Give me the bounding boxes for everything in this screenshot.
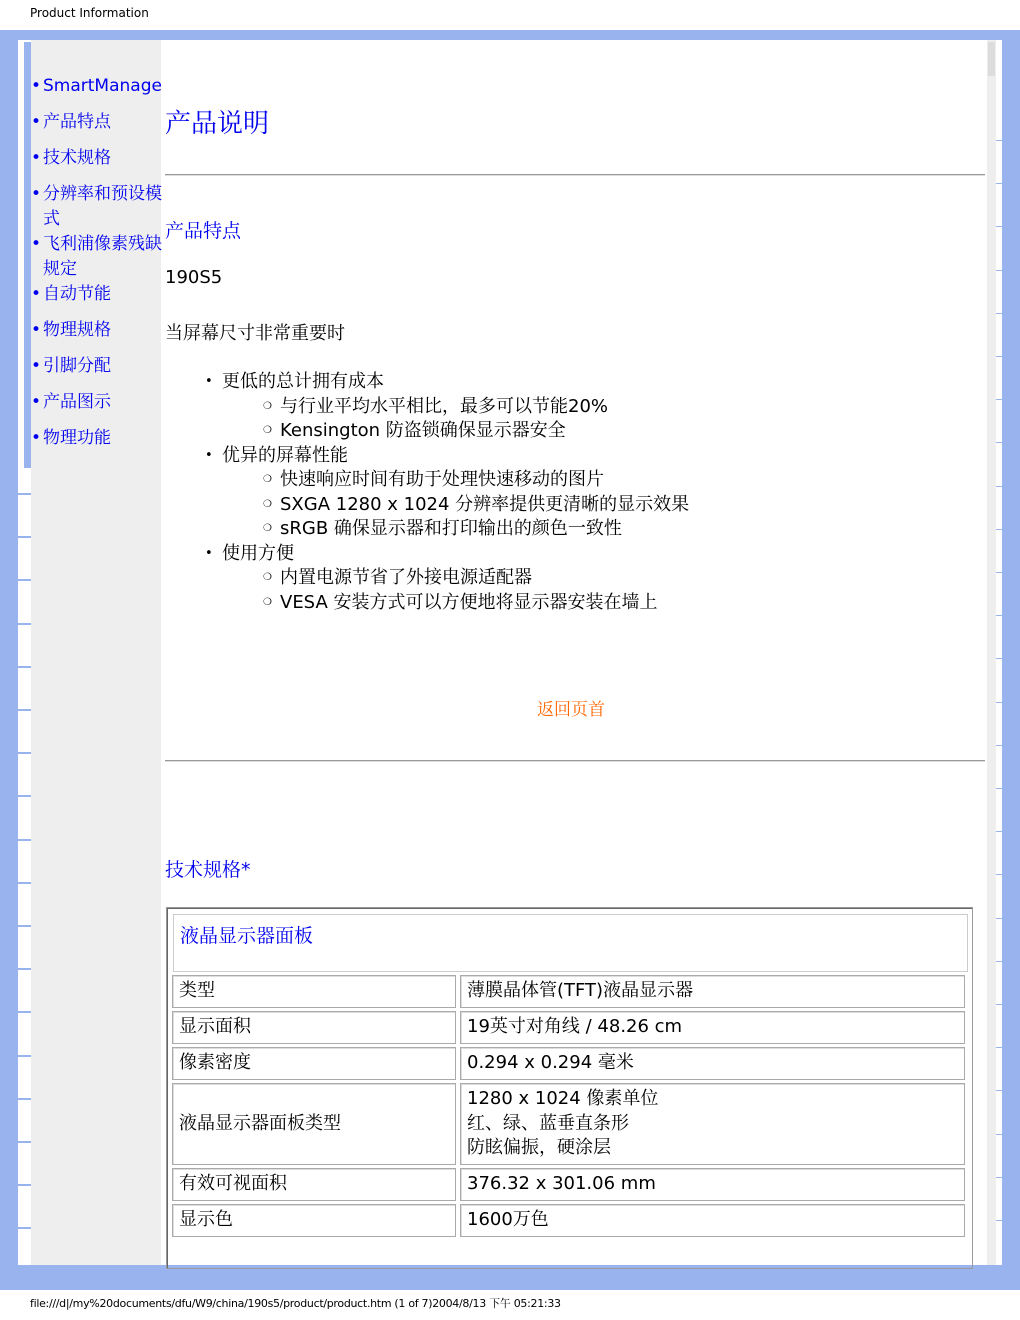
spec-key: 显示面积 — [172, 1011, 456, 1044]
nav-bullet: • — [31, 184, 42, 204]
nav-bullet: • — [31, 284, 42, 304]
frame-tick — [996, 702, 1002, 703]
spec-value: 376.32 x 301.06 mm — [460, 1168, 965, 1201]
nav-bullet: • — [31, 234, 42, 254]
spec-table-header-label: 液晶显示器面板 — [180, 925, 314, 947]
sidebar-item-label[interactable]: 引脚分配 — [43, 356, 111, 376]
nav-bullet: • — [31, 356, 42, 376]
frame-tick — [18, 1098, 31, 1100]
feature-item: ❍ SXGA 1280 x 1024 分辨率提供更清晰的显示效果 — [263, 493, 689, 518]
frame-tick — [18, 493, 31, 495]
sidebar-item-label[interactable]: 产品特点 — [43, 112, 111, 132]
spec-key: 液晶显示器面板类型 — [172, 1083, 456, 1165]
sidebar-item-label[interactable]: 分辨率和预设模式 — [43, 184, 162, 229]
sidebar-item-label[interactable]: 技术规格 — [43, 148, 111, 168]
feature-group-label: 优异的屏幕性能 — [222, 444, 348, 466]
frame-tick — [18, 1184, 31, 1186]
feature-group — [205, 542, 689, 616]
frame-tick — [996, 788, 1002, 789]
frame-tick — [996, 1134, 1002, 1135]
feature-item: ❍ 与行业平均水平相比，最多可以节能20% — [263, 395, 689, 420]
frame-tick — [996, 572, 1002, 573]
frame-tick — [18, 968, 31, 970]
frame-tick — [18, 1227, 31, 1229]
sidebar-item-label[interactable]: 产品图示 — [43, 392, 111, 412]
frame-tick — [18, 882, 31, 884]
frame-tick — [18, 536, 31, 538]
frame-tick — [996, 1004, 1002, 1005]
frame-tick — [996, 961, 1002, 962]
sidebar-item-label[interactable]: 物理功能 — [43, 428, 111, 448]
sidebar-item-physical-functions[interactable] — [31, 426, 163, 451]
sidebar-item-label[interactable]: SmartManage — [43, 76, 162, 96]
sidebar-item-features[interactable] — [31, 110, 163, 135]
page-title: 产品说明 — [165, 109, 270, 139]
sidebar-item-label[interactable]: 自动节能 — [43, 284, 111, 304]
feature-group — [205, 444, 689, 542]
frame-tick — [18, 795, 31, 797]
frame-tick — [996, 270, 1002, 271]
spec-value: 1600万色 — [460, 1204, 965, 1237]
spec-table — [166, 907, 973, 1269]
frame-tick — [18, 925, 31, 927]
frame-tick — [996, 140, 1002, 141]
spec-value: 0.294 x 0.294 毫米 — [460, 1047, 965, 1080]
nav-bullet: • — [31, 112, 42, 132]
sidebar-item-specifications[interactable] — [31, 146, 163, 171]
nav-bullet: • — [31, 320, 42, 340]
back-to-top-link[interactable]: 返回页首 — [537, 700, 605, 720]
divider — [165, 760, 985, 762]
feature-item: ❍ 快速响应时间有助于处理快速移动的图片 — [263, 468, 689, 493]
spec-table-header — [173, 914, 968, 972]
frame-tick — [18, 752, 31, 754]
frame-tick — [996, 356, 1002, 357]
frame-tick — [996, 399, 1002, 400]
spec-value-line: 1280 x 1024 像素单位 — [467, 1088, 659, 1110]
scrollbar-thumb[interactable] — [988, 42, 995, 76]
frame-tick — [996, 918, 1002, 919]
sidebar-nav — [31, 74, 163, 462]
frame-tick — [996, 658, 1002, 659]
frame-tick — [996, 615, 1002, 616]
spec-value-line: 防眩偏振，硬涂层 — [467, 1137, 611, 1159]
feature-item: ❍ Kensington 防盗锁确保显示器安全 — [263, 419, 689, 444]
sidebar-item-label[interactable]: 飞利浦像素残缺规定 — [43, 234, 162, 279]
frame-tick — [996, 313, 1002, 314]
sidebar-item-pin-assignment[interactable] — [31, 354, 163, 379]
frame-tick — [996, 1047, 1002, 1048]
feature-item: ❍ 内置电源节省了外接电源适配器 — [263, 566, 689, 591]
vertical-scrollbar[interactable] — [987, 40, 996, 1265]
sidebar-item-product-views[interactable] — [31, 390, 163, 415]
right-edge — [996, 40, 1002, 1265]
document-header-label: Product Information — [30, 6, 149, 20]
frame-tick — [18, 709, 31, 711]
frame-tick — [996, 486, 1002, 487]
frame-tick — [18, 1055, 31, 1057]
sidebar-item-resolution-modes[interactable] — [31, 182, 163, 232]
features-heading: 产品特点 — [165, 220, 242, 242]
feature-list — [205, 370, 689, 615]
sidebar-item-pixel-policy[interactable] — [31, 232, 163, 282]
frame-tick — [18, 623, 31, 625]
spec-value-line: 红、绿、蓝垂直条形 — [467, 1112, 629, 1134]
specs-heading: 技术规格* — [165, 859, 251, 881]
frame-tick — [996, 226, 1002, 227]
feature-group — [205, 370, 689, 444]
sidebar-item-physical-specs[interactable] — [31, 318, 163, 343]
spec-value — [460, 1083, 965, 1165]
frame-tick — [18, 666, 31, 668]
spec-key: 像素密度 — [172, 1047, 456, 1080]
model-number: 190S5 — [165, 267, 223, 288]
frame-tick — [18, 579, 31, 581]
feature-sublist — [222, 468, 689, 542]
spec-key: 类型 — [172, 975, 456, 1008]
tagline: 当屏幕尺寸非常重要时 — [165, 323, 345, 344]
feature-group-label: 更低的总计拥有成本 — [222, 371, 384, 392]
nav-bullet: • — [31, 392, 42, 412]
frame-tick — [996, 1090, 1002, 1091]
sidebar-item-smartmanage[interactable] — [31, 74, 163, 99]
nav-bullet: • — [31, 148, 42, 168]
divider — [165, 174, 985, 176]
frame-tick — [18, 1011, 31, 1013]
feature-sublist — [222, 566, 689, 615]
feature-sublist — [222, 395, 689, 444]
feature-item: ❍ VESA 安装方式可以方便地将显示器安装在墙上 — [263, 591, 689, 616]
frame-tick — [996, 745, 1002, 746]
spec-value: 19英寸对角线 / 48.26 cm — [460, 1011, 965, 1044]
frame-tick — [996, 442, 1002, 443]
frame-tick — [996, 1220, 1002, 1221]
frame-tick — [18, 839, 31, 841]
spec-key: 有效可视面积 — [172, 1168, 456, 1201]
spec-value: 薄膜晶体管(TFT)液晶显示器 — [460, 975, 965, 1008]
sidebar-item-label[interactable]: 物理规格 — [43, 320, 111, 340]
feature-group-label: 使用方便 — [222, 542, 294, 564]
feature-item: ❍ sRGB 确保显示器和打印输出的颜色一致性 — [263, 517, 689, 542]
nav-bullet: • — [31, 428, 42, 448]
sidebar-item-auto-power-saving[interactable] — [31, 282, 163, 307]
document-footer-label: file:///d|/my%20documents/dfu/W9/china/190s5/product/product.htm (1 of 7)2004/8/13 下午 05:21:33 — [30, 1297, 561, 1310]
frame-tick — [996, 1177, 1002, 1178]
frame-tick — [996, 831, 1002, 832]
frame-tick — [996, 183, 1002, 184]
spec-key: 显示色 — [172, 1204, 456, 1237]
frame-tick — [996, 874, 1002, 875]
frame-tick — [18, 1141, 31, 1143]
frame-tick — [996, 529, 1002, 530]
nav-bullet: • — [31, 76, 42, 96]
